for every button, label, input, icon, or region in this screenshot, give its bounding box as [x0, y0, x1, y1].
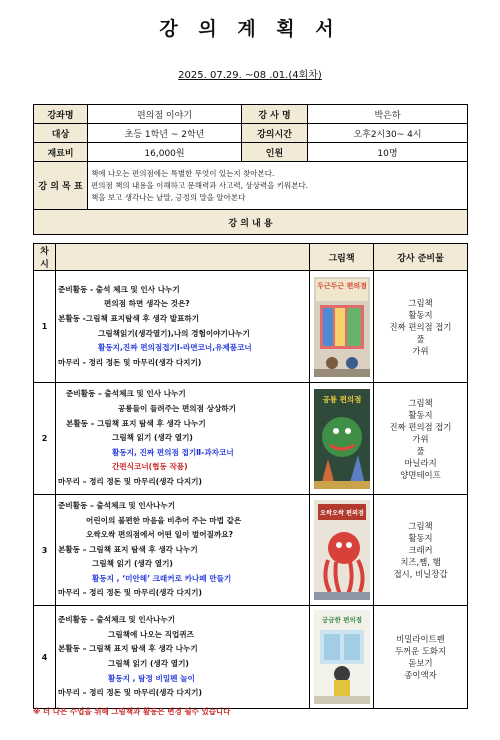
activity-line: 준비활동 – 출석체크 및 인사 나누기 — [66, 389, 186, 399]
target-value: 초등 1학년 ~ 2학년 — [88, 124, 242, 143]
target-label: 대상 — [34, 124, 88, 143]
book-cover-illustration — [314, 277, 370, 377]
prep-list — [374, 495, 468, 606]
lesson-activities — [56, 383, 310, 495]
book-cover-1 — [310, 271, 374, 383]
activity-text: 간편식코너(협동 작품) — [112, 462, 188, 472]
lesson-number: 1 — [34, 271, 56, 383]
prep-item: 활동지 — [408, 533, 433, 543]
activity-line: 본활동 -그림책 표지탐색 후 생각 발표하기 — [58, 313, 200, 323]
book-cover-3 — [310, 495, 374, 606]
goal-list — [88, 162, 468, 210]
activity-line: 활동지, 진짜 편의점 접기Ⅱ-과자코너 — [112, 447, 234, 457]
course-label: 강좌명 — [34, 105, 88, 124]
prep-item: 풀 — [416, 333, 425, 344]
activity-line: 본활동 – 그림책 표지 탐색 후 생각 나누기 — [58, 544, 198, 554]
activity-line: 그림책 읽기 (생각 열기) — [112, 433, 193, 443]
prep-item: 크래커 — [408, 545, 433, 555]
activity-line: 오싹오싹 편의점에서 어떤 일이 벌어질까요? — [86, 530, 234, 540]
prep-item: 활동지 — [408, 409, 433, 420]
book-cover-illustration — [314, 389, 370, 489]
goal-item: 편의점 책의 내용을 이해하고 문해력과 사고력, 상상력을 키워본다. — [91, 180, 309, 190]
prep-item: 풀 — [416, 445, 425, 456]
prep-item: 진짜 편의점 접기 — [389, 421, 452, 432]
prep-item: 그림책 — [408, 521, 433, 531]
prep-item: 치즈,쨈, 햄 — [400, 557, 441, 567]
book-title-text: 궁금한 편의점 — [321, 616, 362, 624]
activity-line: 활동지,진짜 편의점접기Ⅰ-라면코너,유제품코너 — [98, 343, 252, 353]
activity-line: 그림책에 나오는 직업퀴즈 — [108, 629, 194, 639]
prep-item: 비밀라이트펜 — [396, 634, 445, 644]
col-num-header: 차시 — [34, 244, 56, 271]
prep-item: 활동지 — [408, 309, 433, 320]
book-cover-4 — [310, 606, 374, 709]
prep-item: 그림책 — [408, 297, 433, 308]
content-header: 강 의 내 용 — [34, 210, 468, 235]
lesson-number: 3 — [34, 495, 56, 606]
instructor-label: 강 사 명 — [242, 105, 308, 124]
activity-line: 마무리 – 정리 정돈 및 마무리(생각 다지기) — [58, 476, 202, 486]
col-book-header: 그림책 — [310, 244, 374, 271]
goal-item: 책을 보고 생각나는 낱말, 긍정의 말을 알아본다 — [91, 192, 246, 202]
prep-list — [374, 271, 468, 383]
activity-line: 그림책 읽기 (생각 열기) — [92, 559, 173, 569]
prep-list — [374, 606, 468, 709]
activity-line — [58, 460, 308, 475]
instructor-name: 박은하 — [308, 105, 468, 124]
prep-item: 그림책 — [408, 397, 433, 408]
activity-line: 그림책 읽기 (생각 열기) — [108, 659, 189, 668]
book-title-text: 공룡 편의점 — [322, 394, 361, 404]
time-label: 강의시간 — [242, 124, 308, 143]
book-cover-illustration — [314, 610, 370, 704]
activity-line: 마무리 – 정리 정돈 및 마무리(생각 다지기) — [58, 688, 202, 698]
time-value: 오후2시30~ 4시 — [308, 124, 468, 143]
goal-item: 책에 나오는 편의점에는 특별한 무엇이 있는지 찾아본다. — [91, 168, 275, 178]
goal-label: 강 의 목 표 — [34, 162, 88, 210]
prep-item: 접시, 비닐장갑 — [393, 569, 448, 579]
prep-item: 두꺼운 도화지 — [394, 646, 447, 656]
lesson-number: 4 — [34, 606, 56, 709]
lesson-row — [34, 606, 468, 709]
activity-line: 그림책읽기(생각열기),나의 경험이야기나누기 — [98, 328, 250, 338]
book-cover-2 — [310, 383, 374, 495]
prep-list — [374, 383, 468, 495]
book-title-text: 두근두근 편의점 — [316, 281, 367, 290]
activity-line: 편의점 하면 생각는 것은? — [104, 299, 190, 309]
prep-item: 가위 — [412, 345, 429, 356]
book-cover-illustration — [314, 500, 370, 600]
prep-item: 돋보기 — [408, 658, 433, 668]
lesson-row — [34, 271, 468, 383]
book-title-text: 오싹오싹 편의점 — [319, 510, 364, 517]
activity-line: 공룡들이 들려주는 편의점 상상하기 — [118, 404, 236, 414]
prep-item: 가위 — [412, 433, 429, 444]
col-prep-header: 강사 준비물 — [374, 244, 468, 271]
prep-item: 종이액자 — [404, 670, 437, 680]
prep-item: 진짜 편의점 접기 — [389, 321, 452, 332]
page-title: 강 의 계 획 서 — [159, 18, 341, 40]
activity-line: 마무리 - 정리 정돈 및 마무리(생각 다지기) — [58, 357, 202, 367]
activity-line: 활동지 , 탐정 비밀펜 놀이 — [108, 673, 195, 683]
activity-line: 준비활동 - 출석 체크 및 인사 나누기 — [58, 284, 180, 294]
activity-line: 활동지 , ‘미안해’ 크래커로 카나페 만들기 — [92, 573, 232, 583]
prep-item: 양면테이프 — [400, 469, 441, 480]
people-label: 인원 — [242, 143, 308, 162]
fee-label: 재료비 — [34, 143, 88, 162]
lesson-table — [33, 243, 468, 709]
col-activity-header — [56, 244, 310, 271]
lesson-row — [34, 383, 468, 495]
activity-line: 본활동 – 그림책 표지 탐색 후 생각 나누기 — [58, 644, 198, 654]
lesson-number: 2 — [34, 383, 56, 495]
course-name: 편의점 이야기 — [88, 105, 242, 124]
lesson-activities — [56, 606, 310, 709]
course-info-table — [33, 104, 468, 235]
activity-line: 준비활동 – 출석체크 및 인사나누기 — [58, 615, 176, 625]
course-period: 2025. 07.29. ~08 .01.(4회차) — [178, 70, 322, 81]
lesson-activities — [56, 495, 310, 606]
people-value: 10명 — [308, 143, 468, 162]
lesson-row — [34, 495, 468, 606]
footnote: ※ 더 나은 수업을 위해 그림책과 활동은 변경 될수 있습니다 — [33, 707, 231, 716]
prep-item: 마닐라지 — [404, 457, 437, 468]
fee-value: 16,000원 — [88, 143, 242, 162]
activity-line: 준비활동 – 출석체크 및 인사나누기 — [58, 500, 176, 510]
lesson-activities — [56, 271, 310, 383]
activity-line: 어린이의 불편한 마음을 비추어 주는 마법 같은 — [86, 515, 242, 525]
activity-line: 마무리 – 정리 정돈 및 마무리(생각 다지기) — [58, 588, 202, 598]
activity-line: 본활동 – 그림책 표지 탐색 후 생각 나누기 — [66, 418, 206, 428]
